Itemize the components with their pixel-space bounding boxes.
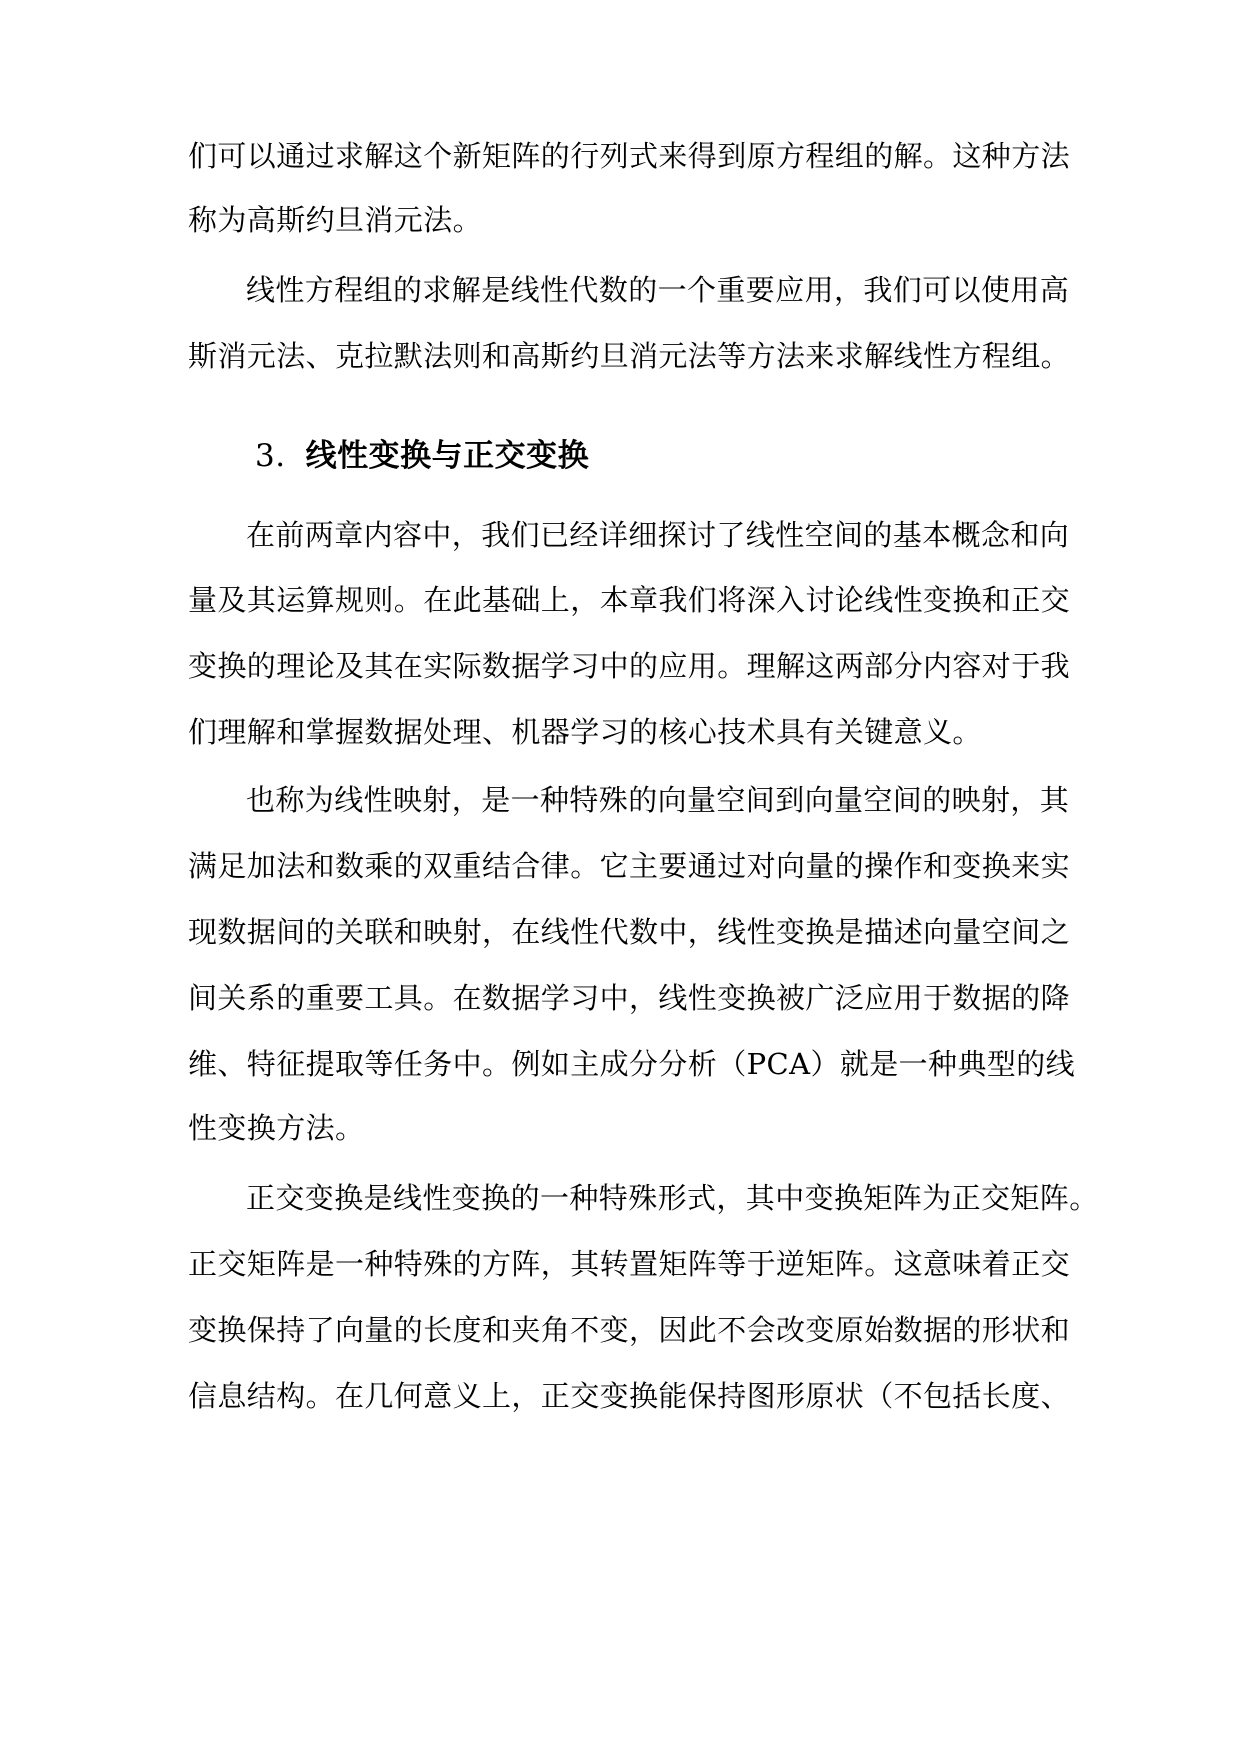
paragraph-5-line-3: 变换保持了向量的长度和夹角不变，因此不会改变原始数据的形状和 — [188, 1313, 1071, 1347]
paragraph-3-line-4: 们理解和掌握数据处理、机器学习的核心技术具有关键意义。 — [188, 715, 982, 749]
section-number: 3. — [255, 438, 286, 474]
paragraph-4-line-4: 间关系的重要工具。在数据学习中，线性变换被广泛应用于数据的降 — [188, 981, 1071, 1015]
paragraph-2-line-2: 斯消元法、克拉默法则和高斯约旦消元法等方法来求解线性方程组。 — [188, 339, 1071, 373]
paragraph-3-line-2: 量及其运算规则。在此基础上，本章我们将深入讨论线性变换和正交 — [188, 583, 1071, 617]
paragraph-4-line-2: 满足加法和数乘的双重结合律。它主要通过对向量的操作和变换来实 — [188, 849, 1071, 883]
section-title: 线性变换与正交变换 — [305, 438, 590, 474]
paragraph-1-line-2: 称为高斯约旦消元法。 — [188, 203, 483, 237]
paragraph-4-line-6: 性变换方法。 — [188, 1111, 365, 1145]
paragraph-3-line-3: 变换的理论及其在实际数据学习中的应用。理解这两部分内容对于我 — [188, 649, 1071, 683]
section-heading — [255, 436, 589, 476]
paragraph-4-line-5: 维、特征提取等任务中。例如主成分分析（PCA）就是一种典型的线 — [188, 1047, 1076, 1081]
paragraph-2-line-1: 线性方程组的求解是线性代数的一个重要应用，我们可以使用高 — [246, 273, 1070, 307]
paragraph-5-line-4: 信息结构。在几何意义上，正交变换能保持图形原状（不包括长度、 — [188, 1379, 1071, 1413]
paragraph-4-line-1: 也称为线性映射，是一种特殊的向量空间到向量空间的映射，其 — [246, 783, 1070, 817]
paragraph-1-line-1: 们可以通过求解这个新矩阵的行列式来得到原方程组的解。这种方法 — [188, 139, 1071, 173]
paragraph-5-line-1: 正交变换是线性变换的一种特殊形式，其中变换矩阵为正交矩阵。 — [246, 1181, 1099, 1215]
paragraph-4-line-3: 现数据间的关联和映射，在线性代数中，线性变换是描述向量空间之 — [188, 915, 1071, 949]
paragraph-5-line-2: 正交矩阵是一种特殊的方阵，其转置矩阵等于逆矩阵。这意味着正交 — [188, 1247, 1071, 1281]
paragraph-3-line-1: 在前两章内容中，我们已经详细探讨了线性空间的基本概念和向 — [246, 518, 1070, 552]
